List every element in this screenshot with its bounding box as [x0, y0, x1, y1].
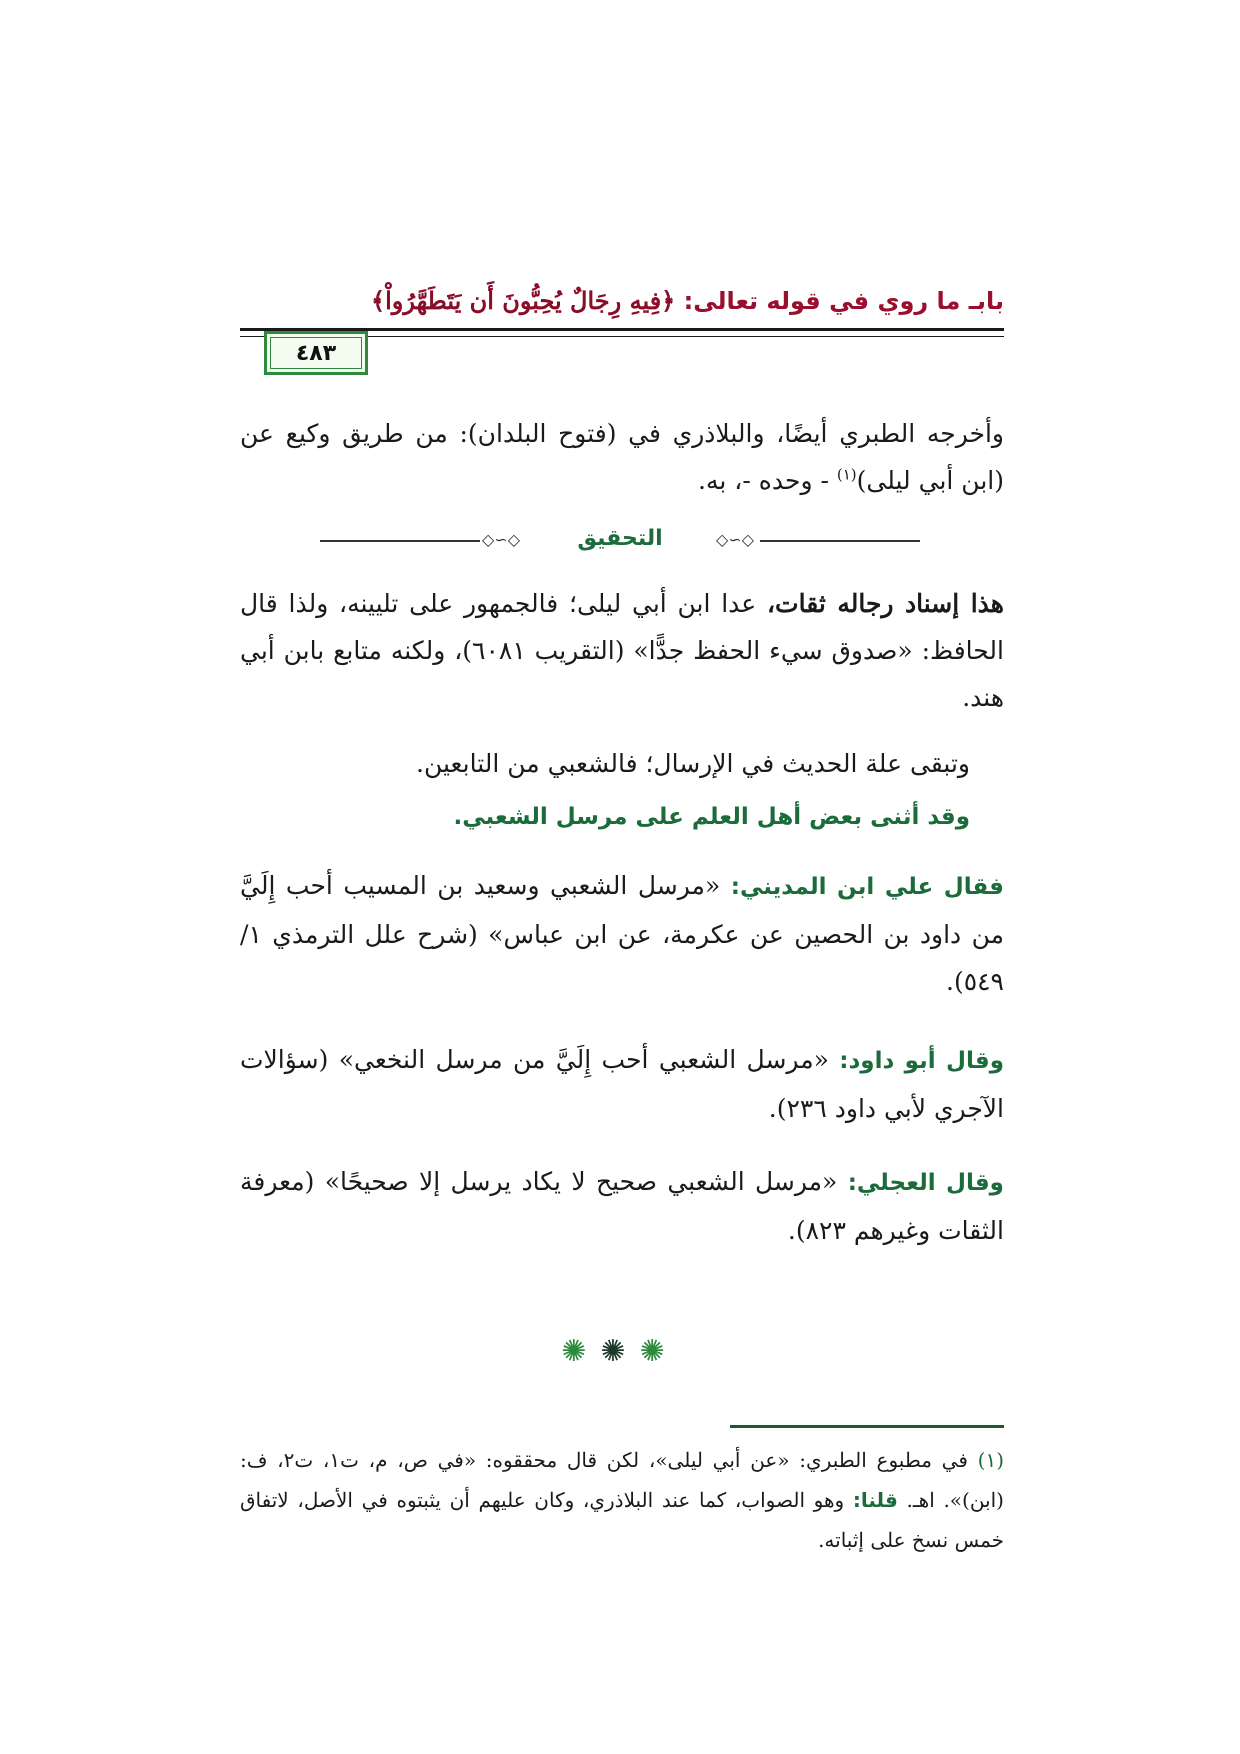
- footnote-separator: [730, 1425, 1004, 1428]
- paragraph-6-label: وقال أبو داود:: [839, 1048, 1005, 1074]
- paragraph-3-text: وتبقى علة الحديث في الإرسال؛ فالشعبي من التابعين.: [416, 749, 970, 778]
- star-ornament-icon: ✺: [639, 1334, 679, 1369]
- page-number: ٤٨٣: [295, 340, 337, 366]
- paragraph-7-text: «مرسل الشعبي صحيح لا يكاد يرسل إلا صحيحًا» (معرفة الثقات وغيرهم ٨٢٣).: [240, 1167, 1004, 1245]
- paragraph-5: [240, 862, 1004, 1005]
- chapter-title: [371, 286, 1004, 315]
- paragraph-2-lead: هذا إسناد رجاله ثقات،: [766, 589, 1004, 618]
- paragraph-6: [240, 1036, 1004, 1132]
- paragraph-3: [240, 740, 1004, 787]
- running-header: [240, 286, 1004, 386]
- star-ornament-icon: ✺: [561, 1334, 601, 1369]
- divider-line-right: [760, 540, 920, 542]
- footnote-text-a: في مطبوع الطبري: «عن أبي ليلى»، لكن قال محققوه: «في ص، م، ت١، ت٢، ف: (ابن)». اهـ.: [240, 1448, 1004, 1512]
- section-divider: [320, 526, 920, 556]
- footnote-number: (١): [977, 1448, 1004, 1472]
- paragraph-1-text: وأخرجه الطبري أيضًا، والبلاذري في (فتوح البلدان): من طريق وكيع عن (ابن أبي ليلى): [240, 419, 1004, 495]
- paragraph-5-text: «مرسل الشعبي وسعيد بن المسيب أحب إِلَيَّ من داود بن الحصين عن عكرمة، عن ابن عباس» (شرح علل الترمذي ١/ ٥٤٩).: [240, 871, 1004, 996]
- paragraph-2-text: عدا ابن أبي ليلى؛ فالجمهور على تليينه، ولذا قال الحافظ: «صدوق سيء الحفظ جدًّا» (التقريب ٦٠٨١)، ولكنه متابع بابن أبي هند.: [240, 589, 1004, 712]
- paragraph-6-text: «مرسل الشعبي أحب إِلَيَّ من مرسل النخعي» (سؤالات الآجري لأبي داود ٢٣٦).: [240, 1045, 1004, 1123]
- quran-verse: ﴿فِيهِ رِجَالٌ يُحِبُّونَ أَن يَتَطَهَّرُواْ﴾: [371, 286, 676, 315]
- chapter-title-prefix: بابـ ما روي في قوله تعالى:: [675, 287, 1004, 315]
- section-end-ornament: [520, 1334, 720, 1369]
- paragraph-7-label: وقال العجلي:: [847, 1170, 1004, 1196]
- footnote-1: [240, 1440, 1004, 1560]
- page-number-badge: [264, 331, 368, 375]
- divider-line-left: [320, 540, 480, 542]
- divider-ornament-left: ◇∽◇: [482, 530, 521, 549]
- footnote-text-b: وهو الصواب، كما عند البلاذري، وكان عليهم أن يثبتوه في الأصل، لاتفاق خمس نسخ على إثباته.: [240, 1488, 1004, 1552]
- paragraph-7: [240, 1158, 1004, 1254]
- paragraph-1: [240, 410, 1004, 504]
- footnote-ref[interactable]: (١): [836, 465, 857, 484]
- footnote-qulna: قلنا:: [852, 1488, 898, 1512]
- section-heading: التحقيق: [577, 526, 663, 551]
- paragraph-2: [240, 580, 1004, 721]
- divider-ornament-right: ◇∽◇: [716, 530, 755, 549]
- paragraph-4: [240, 794, 1004, 841]
- paragraph-4-text: وقد أثنى بعض أهل العلم على مرسل الشعبي.: [453, 804, 970, 830]
- paragraph-1-tail: - وحده -، به.: [698, 466, 837, 495]
- star-ornament-icon: ✺: [600, 1334, 640, 1369]
- paragraph-5-label: فقال علي ابن المديني:: [730, 874, 1004, 900]
